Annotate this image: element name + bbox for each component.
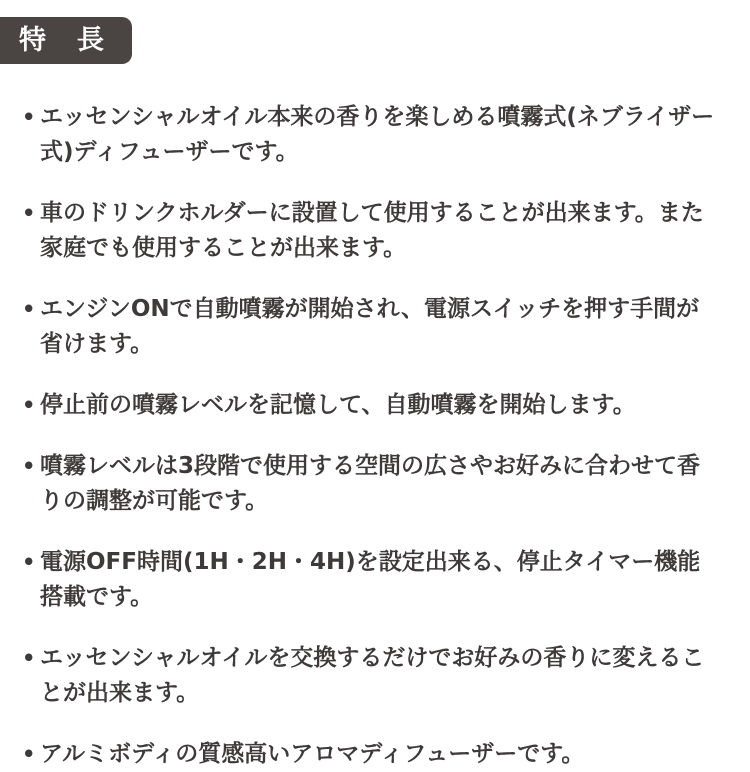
bullet-icon: • xyxy=(22,742,36,766)
list-item xyxy=(22,641,718,711)
feature-text: エッセンシャルオイル本来の香りを楽しめる噴霧式(ネブライザー式)ディフューザーです。 xyxy=(40,104,715,165)
feature-text: エンジンONで自動噴霧が開始され、電源スイッチを押す手間が省けます。 xyxy=(40,296,700,357)
bullet-icon: • xyxy=(22,646,36,670)
feature-text: 噴霧レベルは3段階で使用する空間の広さやお好みに合わせて香りの調整が可能です。 xyxy=(40,453,701,514)
feature-text: アルミボディの質感高いアロマディフューザーです。 xyxy=(40,741,585,767)
feature-list xyxy=(0,64,750,772)
feature-text: 停止前の噴霧レベルを記憶して、自動噴霧を開始します。 xyxy=(40,392,636,418)
list-item xyxy=(22,545,718,615)
feature-text: 車のドリンクホルダーに設置して使用することが出来ます。また家庭でも使用することが出来ます。 xyxy=(40,200,704,261)
list-item xyxy=(22,388,718,423)
list-item xyxy=(22,196,718,266)
bullet-icon: • xyxy=(22,201,36,225)
section-header-badge: 特 長 xyxy=(0,17,132,64)
bullet-icon: • xyxy=(22,297,36,321)
list-item xyxy=(22,737,718,772)
bullet-icon: • xyxy=(22,454,36,478)
list-item xyxy=(22,292,718,362)
list-item xyxy=(22,449,718,519)
bullet-icon: • xyxy=(22,550,36,574)
bullet-icon: • xyxy=(22,105,36,129)
list-item xyxy=(22,100,718,170)
feature-text: 電源OFF時間(1H・2H・4H)を設定出来る、停止タイマー機能搭載です。 xyxy=(40,549,701,610)
feature-text: エッセンシャルオイルを交換するだけでお好みの香りに変えることが出来ます。 xyxy=(40,645,705,706)
bullet-icon: • xyxy=(22,393,36,417)
